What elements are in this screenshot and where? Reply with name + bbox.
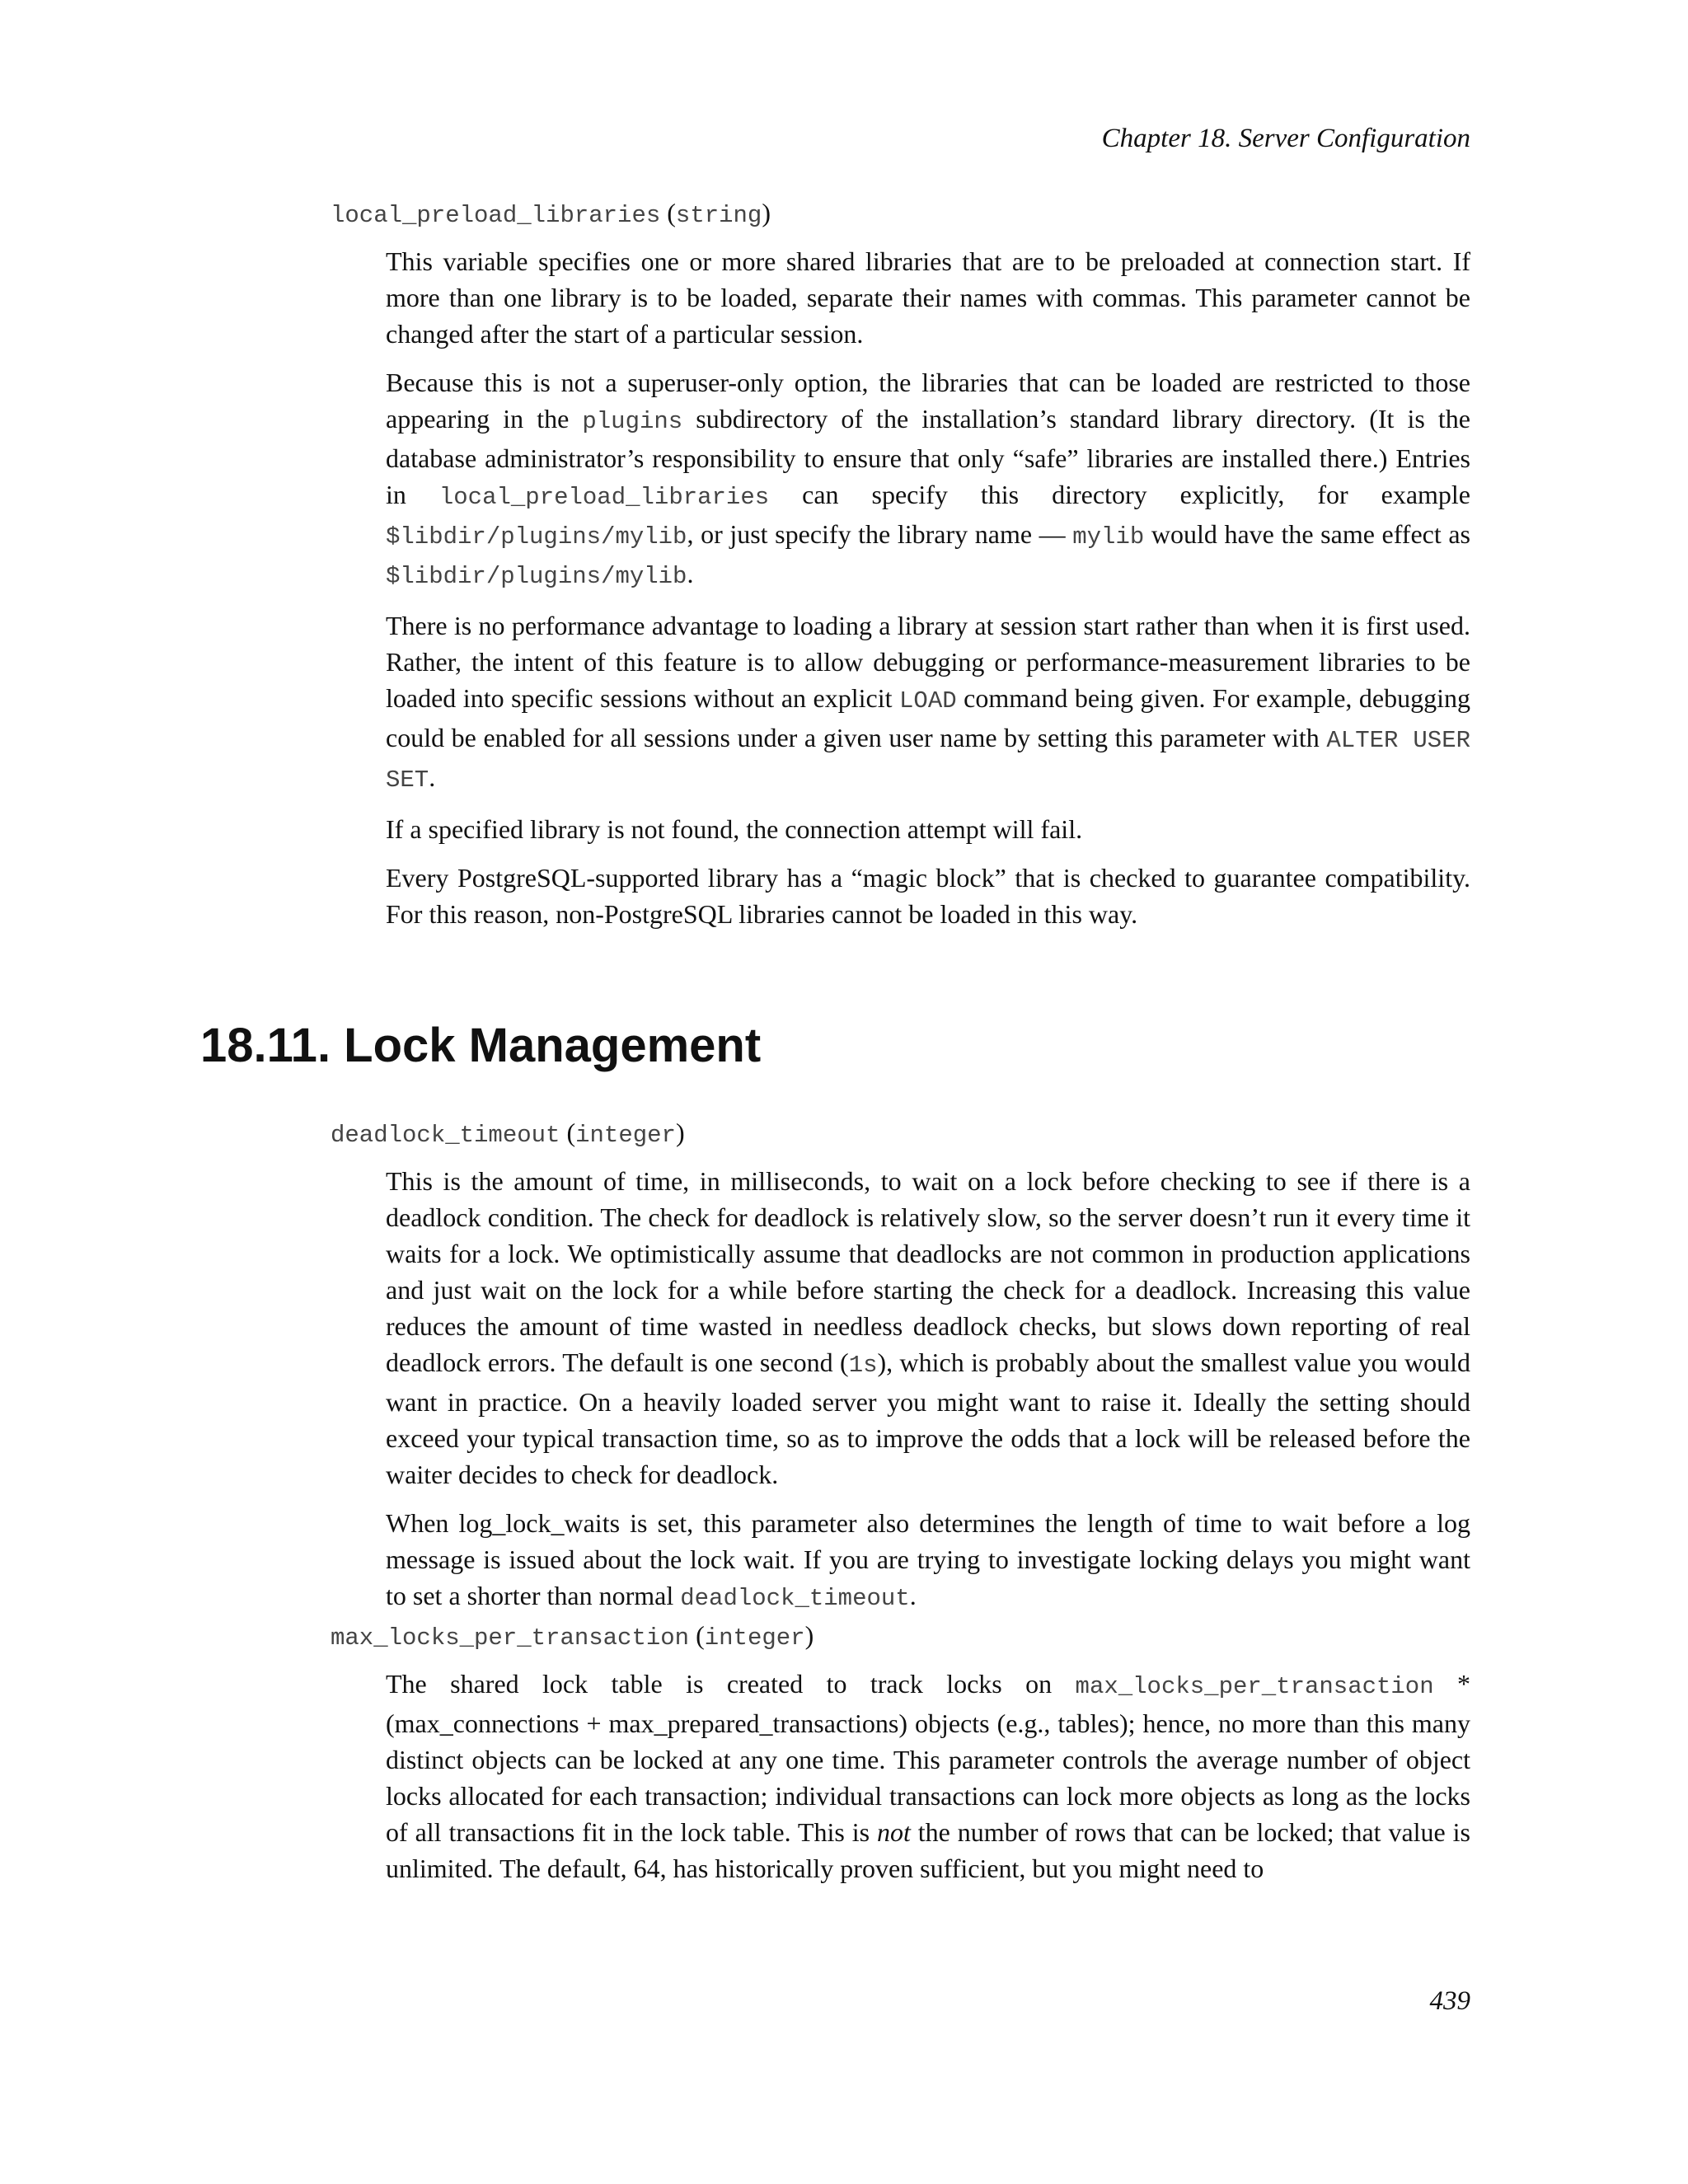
text-run: This is the amount of time, in milliseconds, to wait on a lock before checking to see if there is a deadlock condition. The check for deadlock is relatively slow, so the server doesn’t run it every time it waits for a lock. We optimistically assume that deadlocks are not common in production applications and just wait on the lock for a while before starting the check for a deadlock. Increasing this value reduces the amount of time wasted in needless deadlock checks, but slows down reporting of real deadlock errors. The default is one second ( [386,1166,1470,1377]
type-open-paren: ( [560,1118,576,1147]
paragraph [386,1505,1470,1617]
type-close-paren: ) [762,198,771,227]
text-run: The shared lock table is created to track locks on [386,1669,1076,1699]
text-run: . [429,762,436,792]
text-run: . [909,1581,917,1610]
term-local-preload-libraries [331,194,771,234]
text-run: When log_lock_waits is set, this parameter also determines the length of time to wait before a log message is issued about the lock wait. If you are trying to investigate locking delays you might want to set a shorter than normal [386,1508,1470,1610]
text-run: the number of rows that can be locked; that value is unlimited. The default, 64, has historically proven sufficient, but you might need to [386,1817,1471,1883]
inline-code: mylib [1072,523,1145,551]
type-open-paren: ( [660,198,676,227]
inline-code: 1s [848,1352,878,1379]
term-name: local_preload_libraries [331,202,661,229]
text-run: , or just specify the library name — [687,519,1073,549]
term-type: integer [575,1122,676,1149]
inline-code: local_preload_libraries [438,484,770,511]
running-header: Chapter 18. Server Configuration [1101,124,1470,153]
section-title: 18.11. Lock Management [200,1019,762,1072]
text-run: would have the same effect as [1144,519,1471,549]
term-name: deadlock_timeout [331,1122,560,1149]
type-close-paren: ) [675,1118,685,1147]
term-max-locks-per-transaction [331,1617,814,1657]
term-type: string [675,202,762,229]
inline-code: max_locks_per_transaction [1075,1673,1434,1700]
inline-code: ALTER USER SET [386,727,1470,794]
paragraph [386,1666,1470,1886]
text-run: There is no performance advantage to loading a library at session start rather than when it is first used. Rather, the intent of this feature is to allow debugging or performance-measurement libraries to be loaded into specific sessions without an explicit [386,611,1470,713]
text-run: Because this is not a superuser-only option, the libraries that can be loaded are restricted to those appearing in the [386,368,1470,434]
paragraph: If a specified library is not found, the connection attempt will fail. [386,814,1083,844]
paragraph [386,1163,1470,1493]
text-run: ), which is probably about the smallest value you would want in practice. On a heavily loaded server you might want to raise it. Ideally the setting should exceed your typical transaction time, so as to improve the odds that a lock will be released before the waiter decides to check for deadlock. [386,1347,1471,1489]
max-locks-description [386,1666,1470,1899]
text-run: subdirectory of the installation’s standard library directory. (It is the database administrator’s responsibility to ensure that only “safe” libraries are installed there.) Entries in [386,404,1470,509]
text-run: can specify this directory explicitly, for example [769,480,1471,509]
paragraph: This variable specifies one or more shared libraries that are to be preloaded at connection start. If more than one library is to be loaded, separate their names with commas. This parameter cannot be changed after the start of a particular session. [386,246,1470,349]
text-run: command being given. For example, debugging could be enabled for all sessions under a given user name by setting this parameter with [386,683,1471,752]
emphasis: not [876,1817,911,1847]
paragraph [386,607,1470,799]
inline-code: LOAD [899,687,957,715]
term-type: integer [704,1624,805,1652]
local-preload-description [386,243,1470,944]
deadlock-timeout-description [386,1163,1470,1629]
inline-code: deadlock_timeout [680,1585,910,1612]
term-deadlock-timeout [331,1114,685,1154]
term-name: max_locks_per_transaction [331,1624,690,1652]
inline-code: $libdir/plugins/mylib [386,563,687,590]
inline-code: plugins [582,408,683,435]
inline-code: $libdir/plugins/mylib [386,523,687,551]
text-run: * (max_connections + max_prepared_transactions) objects (e.g., tables); hence, no more than this many distinct objects can be locked at any one time. This parameter controls the average number of object locks allocated for each transaction; individual transactions can lock more objects as long as the locks of all transactions fit in the lock table. This is [386,1669,1471,1847]
type-close-paren: ) [804,1620,814,1650]
paragraph: Every PostgreSQL-supported library has a “magic block” that is checked to guarantee compatibility. For this reason, non-PostgreSQL libraries cannot be loaded in this way. [386,863,1470,929]
type-open-paren: ( [689,1620,705,1650]
paragraph [386,364,1470,595]
page-number: 439 [1429,1986,1470,2016]
text-run: . [687,559,694,588]
